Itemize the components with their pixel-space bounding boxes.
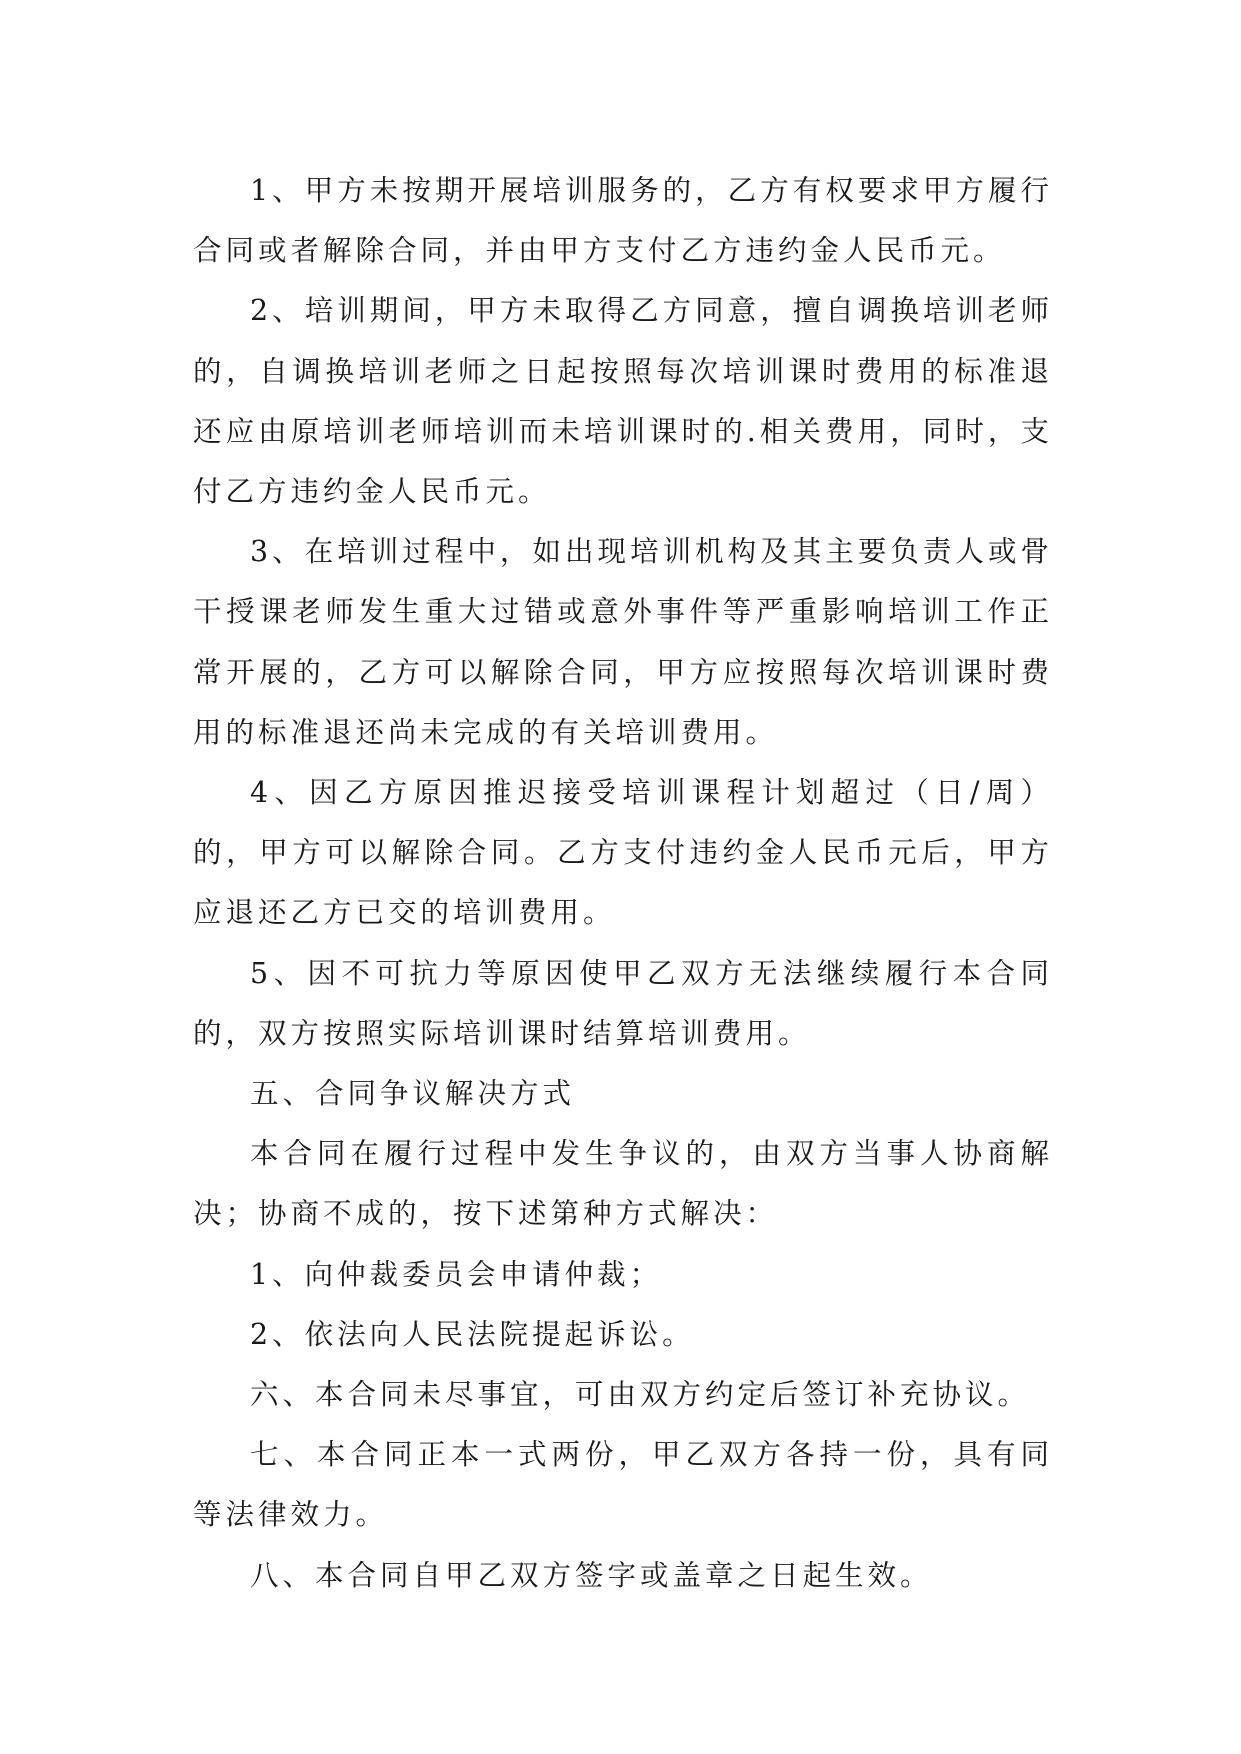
dispute-resolution-text: 本合同在履行过程中发生争议的，由双方当事人协商解决；协商不成的，按下述第种方式解决： <box>193 1137 1053 1231</box>
section-7: 七、本合同正本一式两份，甲乙双方各持一份，具有同等法律效力。 <box>193 1438 1053 1532</box>
clause-1-late-service: 1、甲方未按期开展培训服务的，乙方有权要求甲方履行合同或者解除合同，并由甲方支付乙方违约金人民币元。 <box>193 174 1053 268</box>
section-6: 六、本合同未尽事宜，可由双方约定后签订补充协议。 <box>250 1378 1031 1412</box>
clause-2-teacher-change: 2、培训期间，甲方未取得乙方同意，擅自调换培训老师的，自调换培训老师之日起按照每次培训课时费用的标准退还应由原培训老师培训而未培训课时的.相关费用，同时，支付乙方违约金人民币元。 <box>193 294 1053 509</box>
clause-3-serious-incident: 3、在培训过程中，如出现培训机构及其主要负责人或骨干授课老师发生重大过错或意外事件等严重影响培训工作正常开展的，乙方可以解除合同，甲方应按照每次培训课时费用的标准退还尚未完成的有关培训费用。 <box>193 535 1053 749</box>
section-5-heading: 五、合同争议解决方式 <box>250 1077 576 1111</box>
document-body <box>193 161 1053 1606</box>
dispute-option-2: 2、依法向人民法院提起诉讼。 <box>250 1317 695 1351</box>
section-8: 八、本合同自甲乙双方签字或盖章之日起生效。 <box>250 1558 933 1592</box>
dispute-option-1: 1、向仲裁委员会申请仲裁； <box>250 1257 663 1291</box>
clause-4-delay: 4、因乙方原因推迟接受培训课程计划超过（日/周）的，甲方可以解除合同。乙方支付违约金人民币元后，甲方应退还乙方已交的培训费用。 <box>193 776 1053 930</box>
clause-5-force-majeure: 5、因不可抗力等原因使甲乙双方无法继续履行本合同的，双方按照实际培训课时结算培训费用。 <box>193 956 1053 1050</box>
